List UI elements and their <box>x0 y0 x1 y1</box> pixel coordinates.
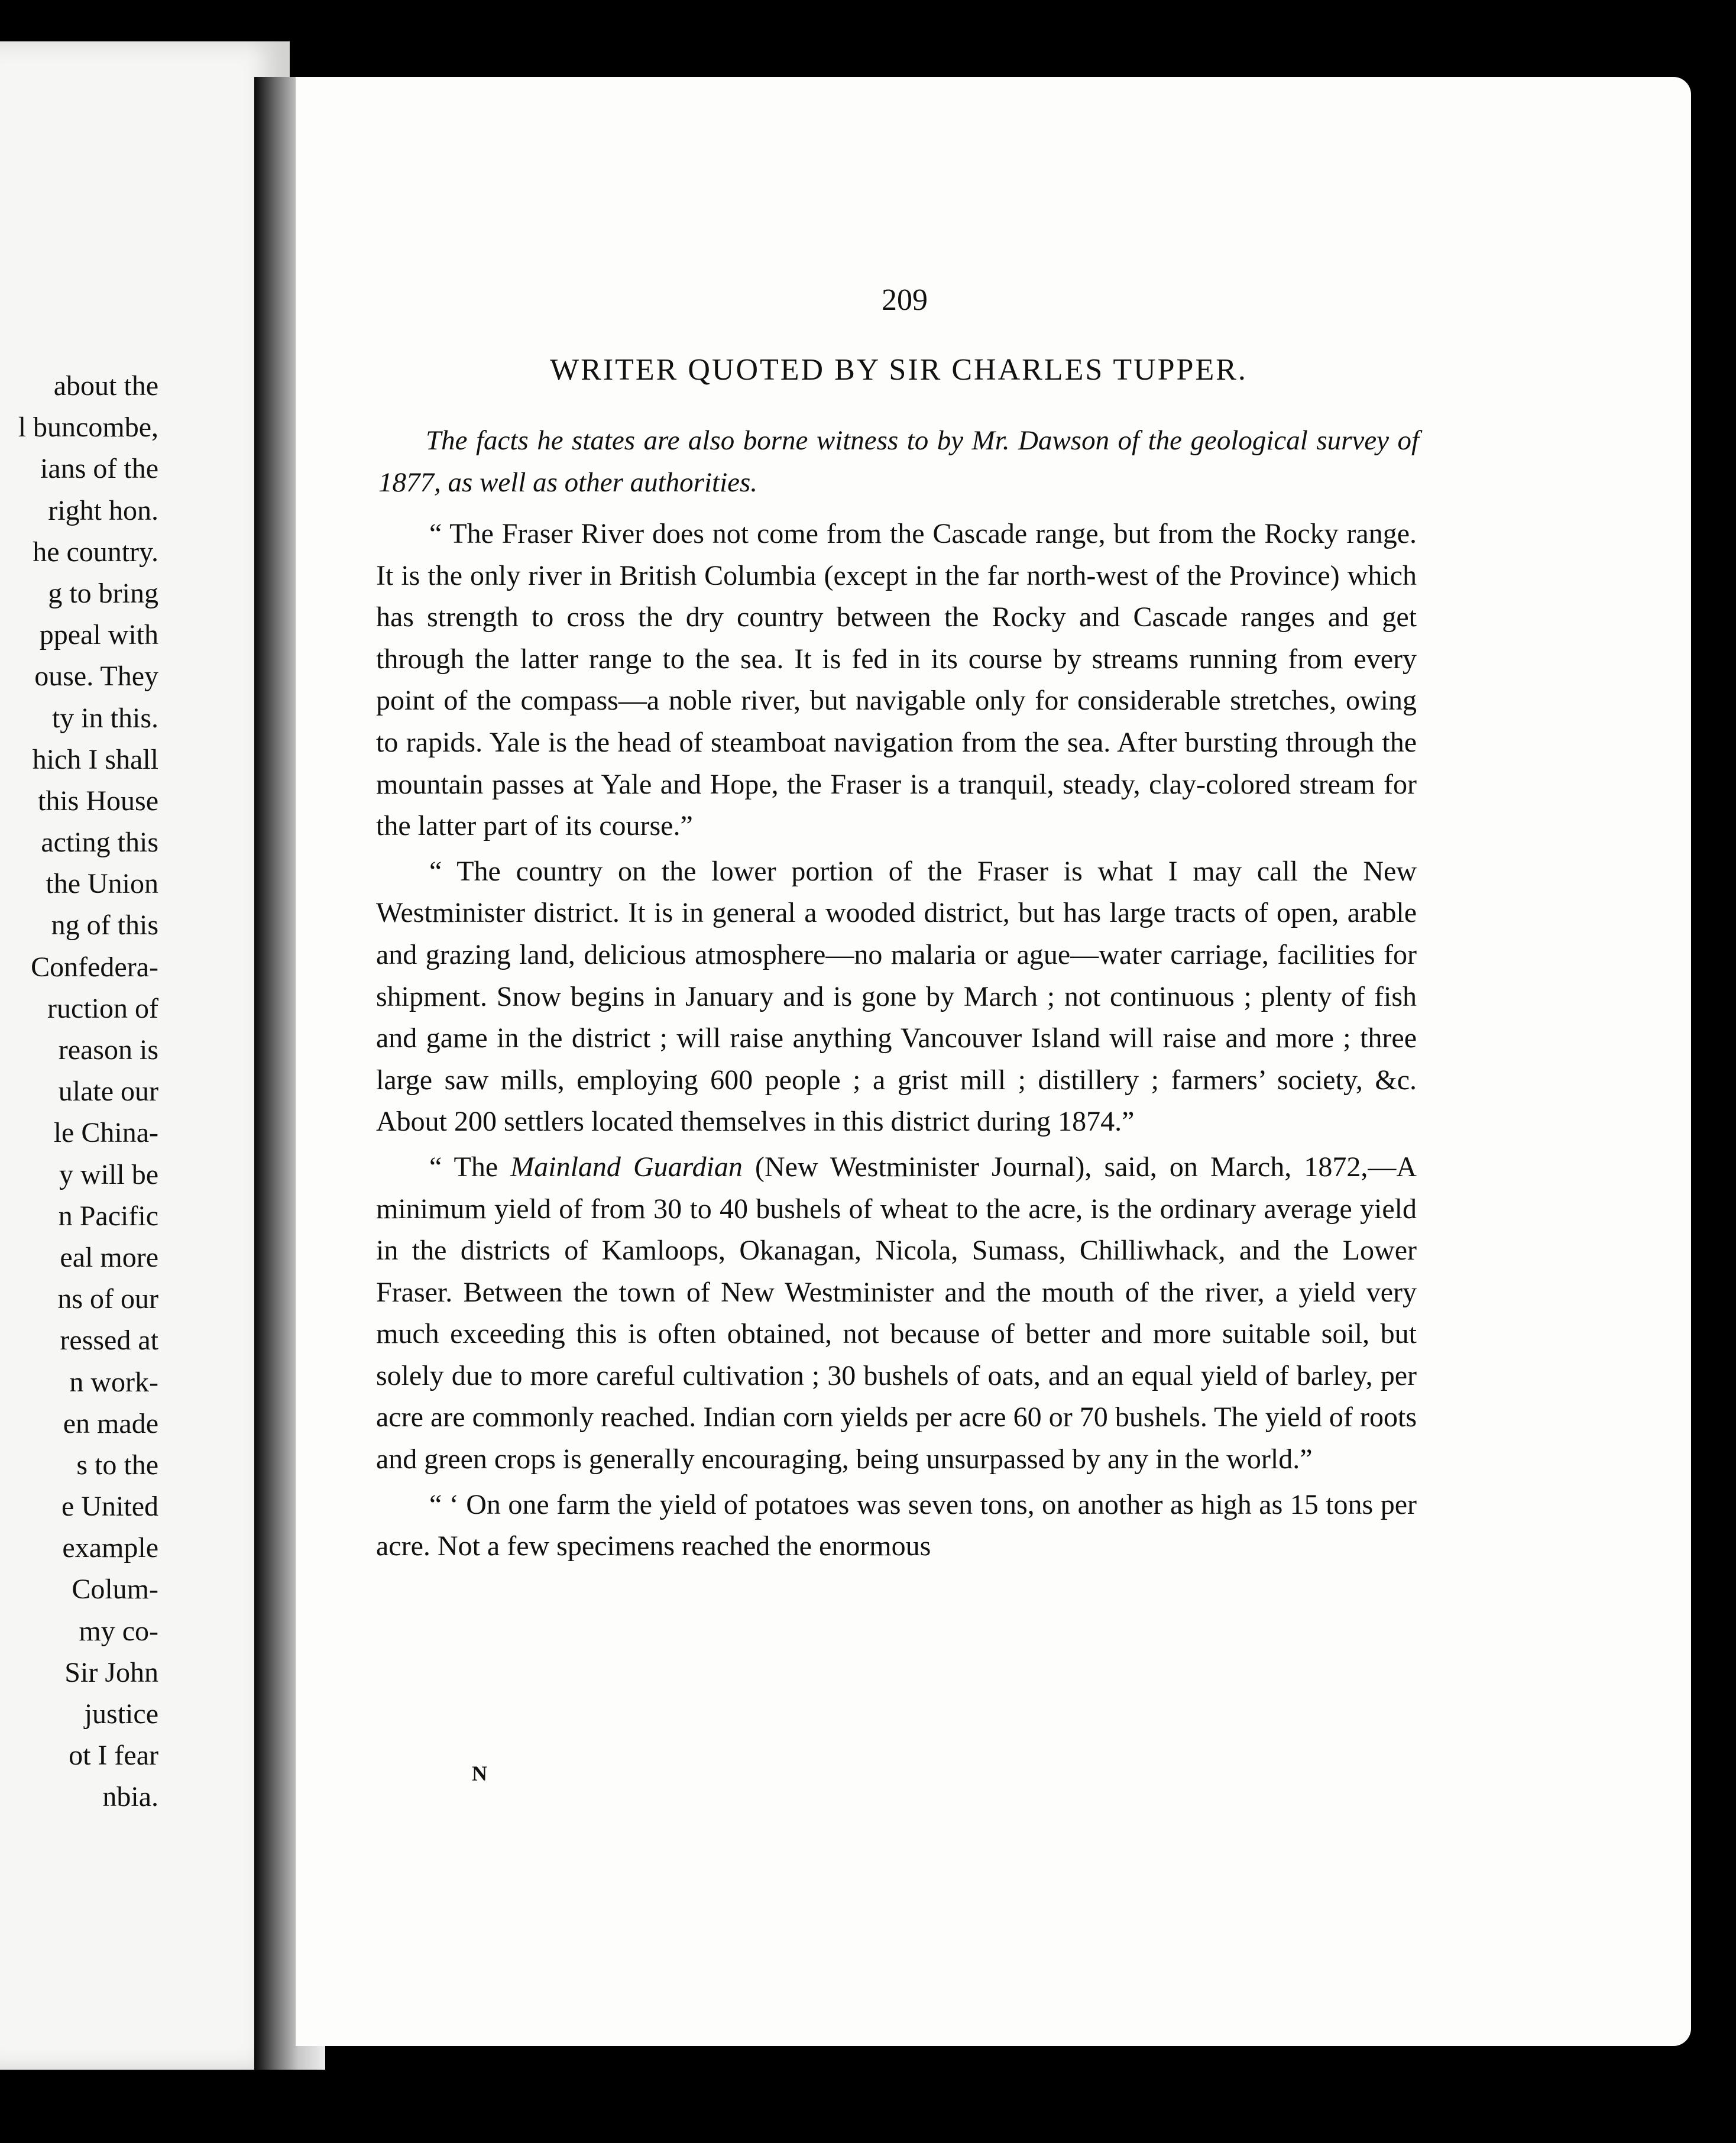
left-fragment-line: example <box>62 1532 158 1564</box>
left-fragment-line: reason is <box>58 1034 158 1066</box>
paragraph-new-westminister-district: “ The country on the lower portion of the Fraser is what I may call the New Westminister district. It is in general a wooded district, but has large tracts of open, arable and grazing land, delicious atmosphere—no malaria or ague—water carriage, facilities for shipment. Snow begins in January and is gone by March ; not continuous ; plenty of fish and game in the district ; will raise anything Vancouver Island will raise and more ; three large saw mills, employing 600 people ; a grist mill ; distillery ; farmers’ society, &c. About 200 settlers located themselves in this district during 1874.” <box>376 855 1417 1138</box>
left-fragment-line: about the <box>53 370 158 402</box>
left-fragment-line: right hon. <box>48 494 158 526</box>
left-fragment-line: n Pacific <box>58 1200 158 1232</box>
left-fragment-line: l buncombe, <box>18 412 158 444</box>
paragraph-mainland-guardian <box>376 1147 1417 1481</box>
left-fragment-line: ouse. They <box>34 661 158 692</box>
intro-note: The facts he states are also borne witness to by Mr. Dawson of the geological survey of 1877, as well as other authorities. <box>378 425 1419 498</box>
left-page-text-fragments <box>0 365 158 1818</box>
quote-open: “ The <box>429 1151 511 1183</box>
left-fragment-line: my co- <box>79 1615 158 1647</box>
left-fragment-line: the Union <box>46 868 158 900</box>
left-fragment-line: ians of the <box>40 453 158 485</box>
left-facing-page <box>0 41 290 2070</box>
left-fragment-line: he country. <box>33 536 158 568</box>
left-fragment-line: nbia. <box>102 1781 158 1813</box>
left-fragment-line: ulate our <box>58 1076 158 1108</box>
left-fragment-line: n work- <box>69 1366 158 1398</box>
left-fragment-line: ressed at <box>60 1325 158 1357</box>
paragraph-potato-yield: “ ‘ On one farm the yield of potatoes was seven tons, on another as high as 15 tons per acre. Not a few specimens reached the enormous <box>376 1488 1417 1562</box>
left-fragment-line: acting this <box>41 827 158 859</box>
left-fragment-line: s to the <box>76 1449 158 1481</box>
left-fragment-line: ruction of <box>47 992 158 1024</box>
left-fragment-line: this House <box>38 785 158 817</box>
body-text <box>376 513 1417 1571</box>
left-fragment-line: eal more <box>60 1241 158 1273</box>
page-number: 209 <box>882 283 928 317</box>
left-fragment-line: ns of our <box>57 1283 158 1315</box>
paragraph-fraser-river: “ The Fraser River does not come from the Cascade range, but from the Rocky range. It is the only river in British Columbia (except in the far north-west of the Province) which has strength to cross the dry country between the Rocky and Cascade ranges and get through the latter range to the sea. It is fed in its course by streams running from every point of the compass—a noble river, but navigable only for considerable stretches, owing to rapids. Yale is the head of steamboat navigation from the sea. After bursting through the mountain passes at Yale and Hope, the Fraser is a tranquil, steady, clay-colored stream for the latter part of its course.” <box>376 518 1417 842</box>
left-fragment-line: le China- <box>53 1117 158 1149</box>
left-fragment-line: en made <box>63 1407 158 1439</box>
left-fragment-line: Sir John <box>64 1656 158 1688</box>
left-fragment-line: ty in this. <box>51 702 158 734</box>
paragraph-mainland-guardian-text: (New Westminister Journal), said, on March, 1872,—A minimum yield of from 30 to 40 bushels of wheat to the acre, is the ordinary average yield in the districts of Kamloops, Okanagan, Nicola, Sumass, Chilliwhack, and the Lower Fraser. Between the town of New Westminister and the mouth of the river, a yield very much exceeding this is often obtained, not because of better and more suitable soil, but solely due to more careful cultivation ; 30 bushels of oats, and an equal yield of barley, per acre are commonly reached. Indian corn yields per acre 60 or 70 bushels. The yield of roots and green crops is generally encouraging, being unsurpassed by any in the world.” <box>376 1151 1417 1475</box>
left-fragment-line: ppeal with <box>39 619 158 651</box>
left-fragment-line: Colum- <box>72 1574 158 1605</box>
left-fragment-line: hich I shall <box>32 743 158 775</box>
left-fragment-line: justice <box>84 1698 158 1730</box>
left-fragment-line: Confedera- <box>31 951 158 983</box>
left-fragment-line: g to bring <box>48 577 158 609</box>
left-fragment-line: ot I fear <box>69 1740 158 1772</box>
left-fragment-line: y will be <box>59 1158 158 1190</box>
left-fragment-line: ng of this <box>51 909 158 941</box>
running-title: WRITER QUOTED BY SIR CHARLES TUPPER. <box>550 353 1248 387</box>
journal-title: Mainland Guardian <box>510 1151 743 1183</box>
left-fragment-line: e United <box>61 1491 158 1523</box>
signature-mark: N <box>472 1762 487 1785</box>
